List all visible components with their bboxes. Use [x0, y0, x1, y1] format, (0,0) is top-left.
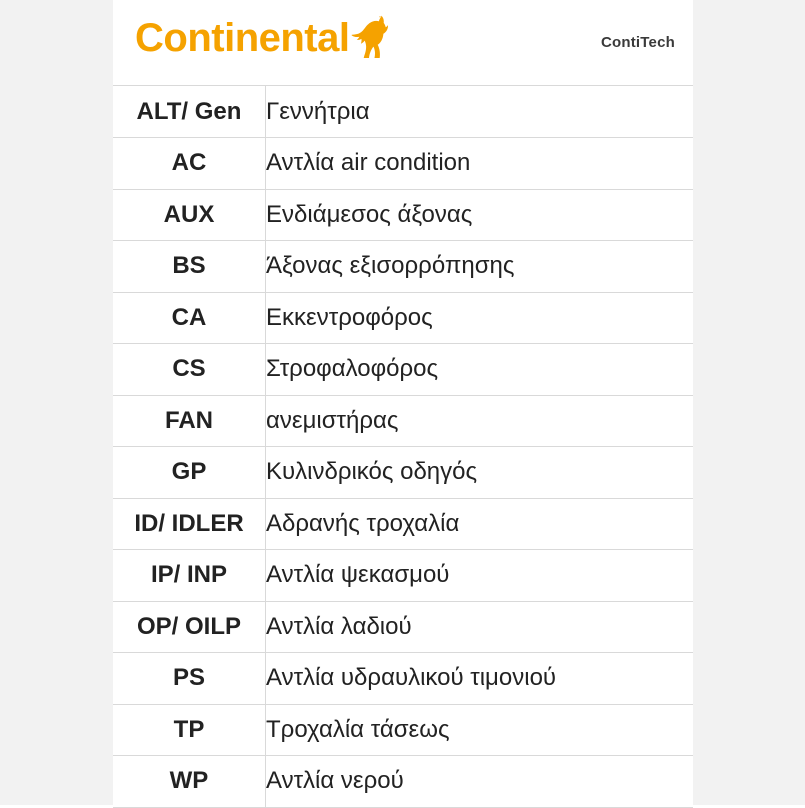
description-cell: ανεμιστήρας — [266, 395, 694, 447]
contitech-brandmark: ContiTech — [600, 34, 675, 51]
table-row — [113, 189, 693, 241]
description-cell: Στροφαλοφόρος — [266, 344, 694, 396]
description-cell: Αντλία λαδιού — [266, 601, 694, 653]
description-cell: Κυλινδρικός οδηγός — [266, 447, 694, 499]
abbreviation-cell: ALT/ Gen — [113, 86, 266, 138]
continental-wordmark: Continental — [135, 16, 350, 60]
table-row — [113, 241, 693, 293]
table-row — [113, 86, 693, 138]
table-row — [113, 653, 693, 705]
table-row — [113, 395, 693, 447]
abbreviation-cell: WP — [113, 756, 266, 808]
description-cell: Αδρανής τροχαλία — [266, 498, 694, 550]
abbreviation-cell: OP/ OILP — [113, 601, 266, 653]
abbreviation-cell: CS — [113, 344, 266, 396]
abbreviation-cell: PS — [113, 653, 266, 705]
description-cell: Ενδιάμεσος άξονας — [266, 189, 694, 241]
abbreviation-glossary-table — [113, 86, 693, 808]
continental-logo — [135, 16, 393, 60]
table-row — [113, 756, 693, 808]
abbreviation-cell: BS — [113, 241, 266, 293]
abbreviation-cell: IP/ INP — [113, 550, 266, 602]
description-cell: Άξονας εξισορρόπησης — [266, 241, 694, 293]
table-row — [113, 447, 693, 499]
table-row — [113, 344, 693, 396]
abbreviation-cell: CA — [113, 292, 266, 344]
description-cell: Γεννήτρια — [266, 86, 694, 138]
description-cell: Αντλία υδραυλικού τιμονιού — [266, 653, 694, 705]
glossary-table-body — [113, 86, 693, 807]
abbreviation-cell: ID/ IDLER — [113, 498, 266, 550]
table-row — [113, 704, 693, 756]
abbreviation-cell: AC — [113, 138, 266, 190]
description-cell: Αντλία νερού — [266, 756, 694, 808]
description-cell: Τροχαλία τάσεως — [266, 704, 694, 756]
table-row — [113, 292, 693, 344]
table-row — [113, 498, 693, 550]
description-cell: Αντλία ψεκασμού — [266, 550, 694, 602]
abbreviation-cell: AUX — [113, 189, 266, 241]
document-content — [113, 0, 693, 805]
description-cell: Αντλία air condition — [266, 138, 694, 190]
abbreviation-cell: TP — [113, 704, 266, 756]
table-row — [113, 550, 693, 602]
prancing-horse-icon — [351, 14, 393, 60]
abbreviation-cell: FAN — [113, 395, 266, 447]
table-row — [113, 601, 693, 653]
abbreviation-cell: GP — [113, 447, 266, 499]
brand-header — [113, 0, 693, 86]
description-cell: Εκκεντροφόρος — [266, 292, 694, 344]
table-row — [113, 138, 693, 190]
